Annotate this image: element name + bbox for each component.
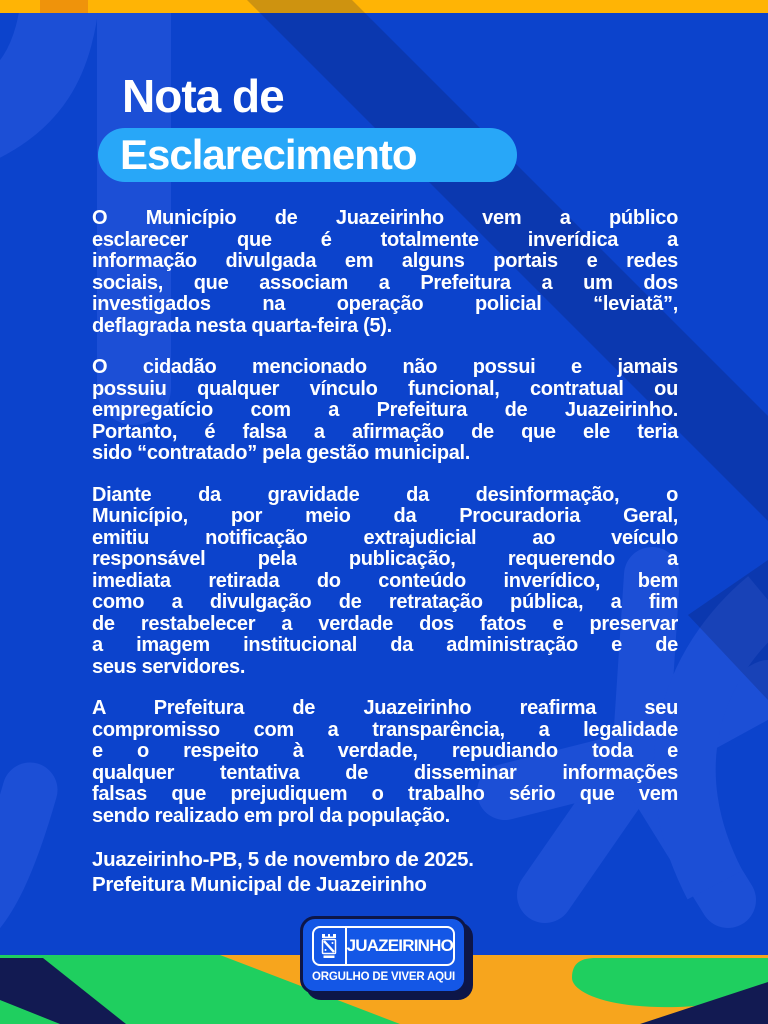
logo-name: JUAZEIRINHO (346, 936, 453, 955)
paragraph-line: imediata retirada do conteúdo inverídico, bem (92, 569, 678, 592)
paragraph-line: Diante da gravidade da desinformação, o (92, 483, 678, 506)
paragraph (92, 208, 678, 337)
top-bar (0, 0, 768, 13)
closing-block (92, 847, 678, 897)
paragraph-line: como a divulgação de retratação pública, a fim (92, 591, 678, 613)
paragraph (92, 357, 678, 465)
paragraph-line: esclarecer que é totalmente inverídica a (92, 228, 678, 251)
note-body (92, 208, 678, 897)
closing-signature: Prefeitura Municipal de Juazeirinho (92, 873, 427, 896)
paragraph-line: compromisso com a transparência, a legalidade (92, 718, 678, 741)
top-bar-orange-segment (40, 0, 88, 13)
paragraph-line: empregatício com a Prefeitura de Juazeirinho. (92, 399, 678, 421)
paragraph-line: a imagem institucional da administração e de (92, 634, 678, 656)
paragraph-line: sendo realizado em prol da população. (92, 804, 450, 827)
closing-date: Juazeirinho-PB, 5 de novembro de 2025. (92, 848, 474, 871)
paragraph-line: qualquer tentativa de disseminar informações (92, 761, 678, 784)
paragraph-line: O Município de Juazeirinho vem a público (92, 207, 678, 229)
logo-box (312, 926, 455, 966)
paragraph (92, 485, 678, 679)
title-block (98, 70, 517, 182)
paragraph-line: seus servidores. (92, 655, 246, 678)
paragraph-line: informação divulgada em alguns portais e redes (92, 250, 678, 272)
municipal-logo (300, 916, 467, 994)
paragraph-line: possuiu qualquer vínculo funcional, contratual ou (92, 377, 678, 400)
paragraph (92, 698, 678, 827)
paragraph-line: Portanto, é falsa a afirmação de que ele teria (92, 420, 678, 443)
paragraph-line: falsas que prejudiquem o trabalho sério que vem (92, 783, 678, 805)
paragraph-line: investigados na operação policial “leviatã”, (92, 293, 678, 315)
page-title-pill: Esclarecimento (98, 128, 517, 182)
paragraph-line: responsável pela publicação, requerendo a (92, 548, 678, 570)
paragraph-line: deflagrada nesta quarta-feira (5). (92, 314, 392, 337)
logo-tagline: ORGULHO DE VIVER AQUI (312, 971, 455, 983)
page-title-line1: Nota de (122, 70, 284, 122)
paragraph-line: de restabelecer a verdade dos fatos e preservar (92, 612, 678, 635)
paragraph-line: sido “contratado” pela gestão municipal. (92, 442, 471, 464)
paragraph-line: sociais, que associam a Prefeitura a um dos (92, 271, 678, 294)
paragraph-line: A Prefeitura de Juazeirinho reafirma seu (92, 697, 678, 719)
paragraph-line: e o respeito à verdade, repudiando toda e (92, 740, 678, 762)
paragraphs (92, 208, 678, 827)
paragraph-line: Município, por meio da Procuradoria Geral, (92, 505, 678, 527)
paragraph-line: emitiu notificação extrajudicial ao veículo (92, 526, 678, 549)
city-crest-icon (314, 928, 347, 964)
paragraph-line: O cidadão mencionado não possui e jamais (92, 356, 678, 378)
